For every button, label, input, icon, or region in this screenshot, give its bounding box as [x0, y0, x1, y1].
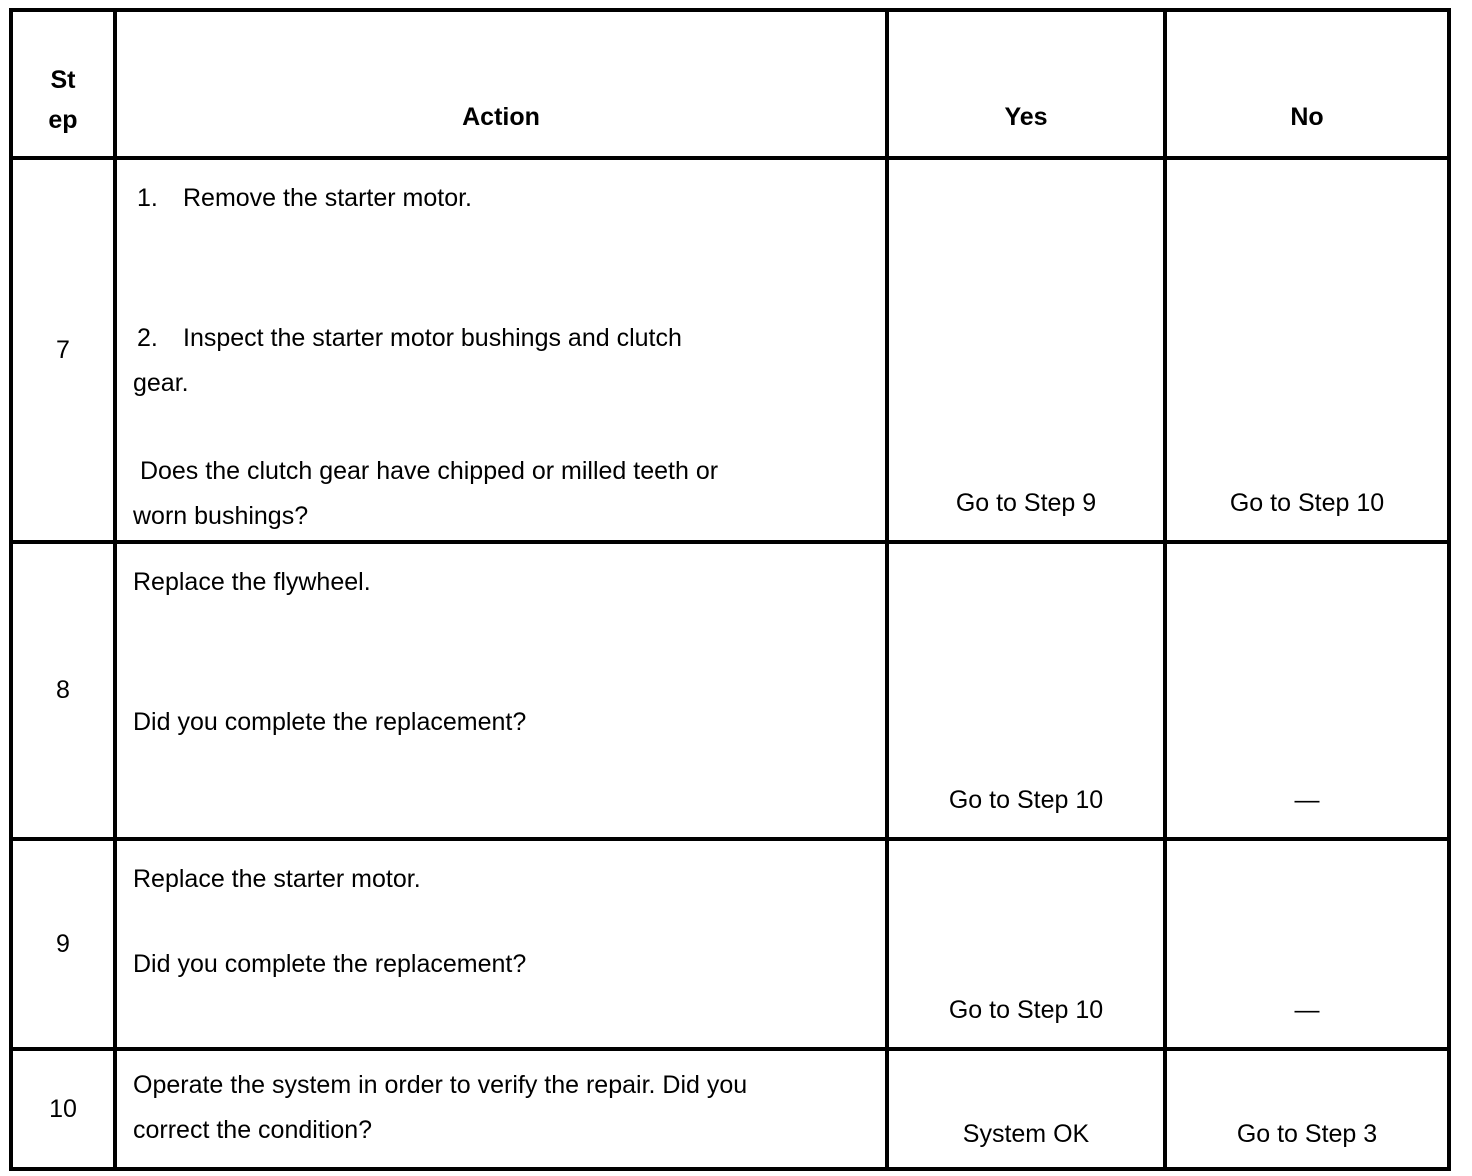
action-question: Did you complete the replacement?	[133, 950, 527, 978]
header-yes: Yes	[887, 10, 1165, 158]
action-item-1	[133, 176, 871, 221]
action-question: Did you complete the replacement?	[133, 708, 527, 736]
table-row-step-7	[11, 158, 1449, 542]
step-number: 7	[11, 158, 115, 542]
header-row	[11, 10, 1449, 158]
no-result: Go to Step 10	[1165, 158, 1449, 542]
action-item-2-cont: gear.	[133, 369, 189, 397]
yes-result: Go to Step 10	[887, 542, 1165, 839]
step-number: 10	[11, 1049, 115, 1169]
action-cell	[115, 158, 887, 542]
header-no: No	[1165, 10, 1449, 158]
action-cell	[115, 1049, 887, 1169]
item-text: Inspect the starter motor bushings and clutch	[183, 324, 682, 352]
yes-result: Go to Step 9	[887, 158, 1165, 542]
item-number: 2.	[137, 324, 158, 352]
action-item-2	[133, 316, 871, 361]
no-result: —	[1165, 839, 1449, 1049]
action-line1: Replace the starter motor.	[133, 865, 421, 893]
header-step	[11, 10, 115, 158]
yes-result: Go to Step 10	[887, 839, 1165, 1049]
no-result: —	[1165, 542, 1449, 839]
item-text: Remove the starter motor.	[183, 184, 473, 212]
table-row-step-9	[11, 839, 1449, 1049]
yes-result: System OK	[887, 1049, 1165, 1169]
table-row-step-8	[11, 542, 1449, 839]
no-result: Go to Step 3	[1165, 1049, 1449, 1169]
step-number: 9	[11, 839, 115, 1049]
diagnostic-table	[9, 8, 1451, 1171]
table-row-step-10	[11, 1049, 1449, 1169]
action-cell	[115, 542, 887, 839]
header-action: Action	[115, 10, 887, 158]
action-line2: correct the condition?	[133, 1116, 373, 1144]
step-number: 8	[11, 542, 115, 839]
header-step-line2: ep	[48, 106, 78, 134]
item-number: 1.	[137, 184, 158, 212]
action-line1: Operate the system in order to verify the repair. Did you	[133, 1071, 748, 1099]
action-cell	[115, 839, 887, 1049]
action-question-line2: worn bushings?	[133, 502, 309, 530]
action-line1: Replace the flywheel.	[133, 568, 371, 596]
action-question-line1: Does the clutch gear have chipped or milled teeth or	[133, 457, 719, 485]
header-step-line1: St	[50, 66, 76, 94]
